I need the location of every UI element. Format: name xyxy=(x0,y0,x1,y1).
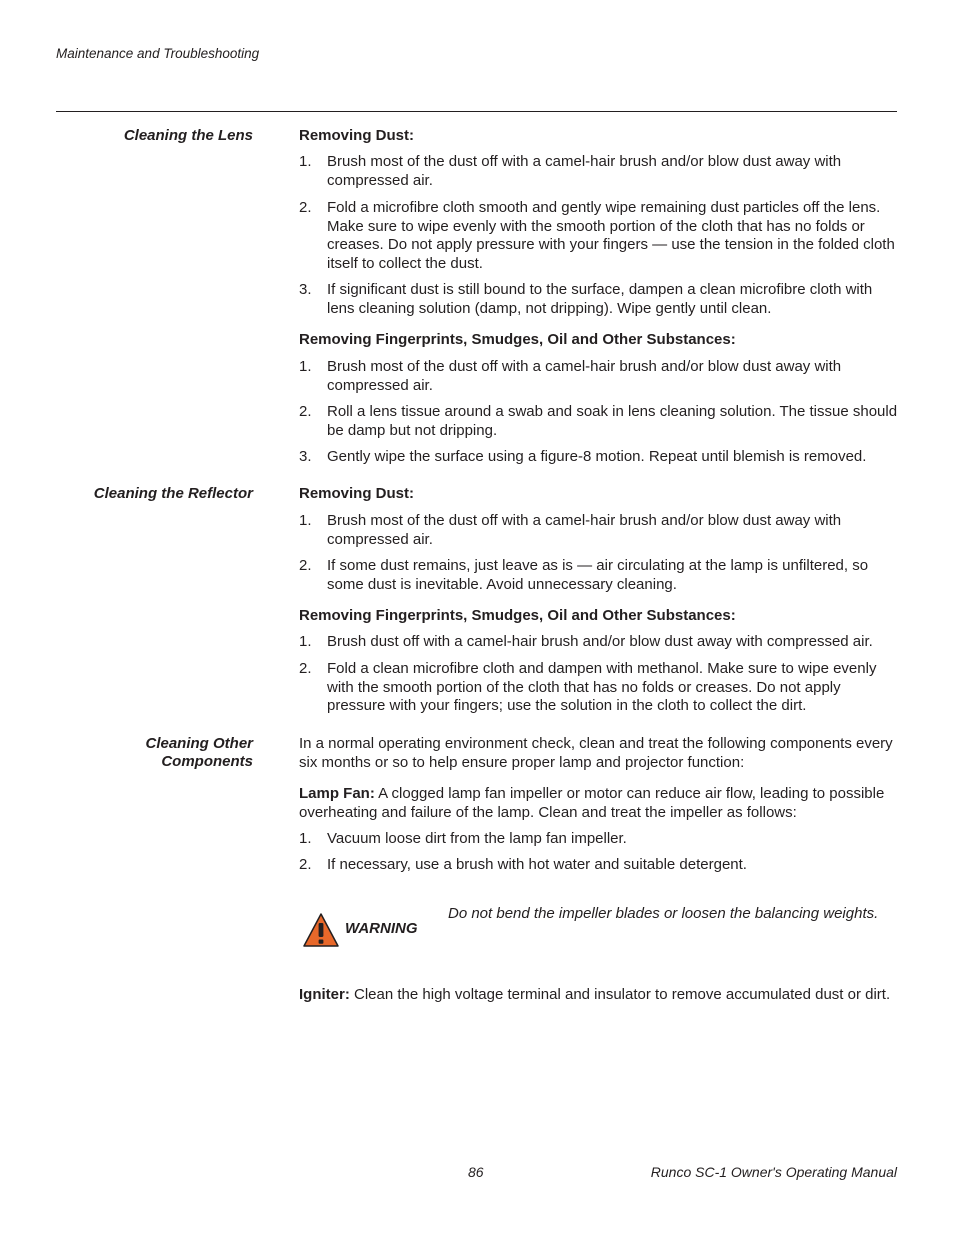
list-text: Vacuum loose dirt from the lamp fan impeller. xyxy=(327,830,627,847)
list-number: 2. xyxy=(299,403,312,420)
igniter-text: Clean the high voltage terminal and insulator to remove accumulated dust or dirt. xyxy=(349,986,891,1003)
subheading-removing-dust: Removing Dust: xyxy=(299,485,415,502)
page-number: 86 xyxy=(468,1164,484,1180)
lamp-fan-lead: Lamp Fan: xyxy=(299,785,375,802)
side-heading-line: Cleaning Other xyxy=(145,735,253,752)
subheading-removing-dust: Removing Dust: xyxy=(299,127,415,144)
running-head: Maintenance and Troubleshooting xyxy=(56,46,260,61)
list-number: 2. xyxy=(299,660,312,677)
igniter-paragraph xyxy=(299,986,899,1005)
list-text: Brush most of the dust off with a camel-hair brush and/or blow dust away with compressed air. xyxy=(327,512,842,548)
subheading-removing-fingerprints: Removing Fingerprints, Smudges, Oil and Other Substances: xyxy=(299,607,736,624)
list-number: 1. xyxy=(299,512,312,529)
list-text: If necessary, use a brush with hot water and suitable detergent. xyxy=(327,856,747,873)
list-text: Roll a lens tissue around a swab and soak in lens cleaning solution. The tissue should be damp but not dripping. xyxy=(327,403,898,439)
subheading-removing-fingerprints: Removing Fingerprints, Smudges, Oil and Other Substances: xyxy=(299,331,736,348)
list-number: 1. xyxy=(299,358,312,375)
list-text: If significant dust is still bound to the surface, dampen a clean microfibre cloth with lens cleaning solution (damp, not dripping). Wipe gently until clean. xyxy=(327,281,873,317)
warning-triangle-icon xyxy=(302,912,340,948)
list-number: 3. xyxy=(299,448,312,465)
list-number: 2. xyxy=(299,557,312,574)
list-number: 1. xyxy=(299,633,312,650)
list-text: Brush most of the dust off with a camel-hair brush and/or blow dust away with compressed air. xyxy=(327,358,842,394)
list-number: 2. xyxy=(299,856,312,873)
header-rule xyxy=(56,111,897,112)
list-text: Fold a clean microfibre cloth and dampen with methanol. Make sure to wipe evenly with the smooth portion of the cloth that has no folds or creases. Do not apply pressure with your fingers; use the solution in the cloth to collect the dirt. xyxy=(327,660,877,715)
list-text: Brush dust off with a camel-hair brush and/or blow dust away with compressed air. xyxy=(327,633,873,650)
list-number: 1. xyxy=(299,153,312,170)
warning-label: WARNING xyxy=(345,920,418,937)
list-text: If some dust remains, just leave as is — air circulating at the lamp is unfiltered, so some dust is inevitable. Avoid unnecessary cleaning. xyxy=(327,557,869,593)
list-text: Gently wipe the surface using a figure-8 motion. Repeat until blemish is removed. xyxy=(327,448,867,465)
list-text: Fold a microfibre cloth smooth and gently wipe remaining dust particles off the lens. Make sure to wipe evenly with the smooth portion of the cloth that has no folds or creases. Do not apply pressure with your fingers — use the tension in the folded cloth itself to collect the dust. xyxy=(327,199,895,272)
lamp-fan-text: A clogged lamp fan impeller or motor can reduce air flow, leading to possible overheating and failure of the lamp. Clean and treat the impeller as follows: xyxy=(299,785,885,821)
igniter-lead: Igniter: xyxy=(299,986,350,1003)
side-heading-line: Components xyxy=(161,753,253,770)
manual-title: Runco SC-1 Owner's Operating Manual xyxy=(650,1164,897,1180)
side-heading-cleaning-reflector: Cleaning the Reflector xyxy=(93,485,253,502)
list-text: Brush most of the dust off with a camel-hair brush and/or blow dust away with compressed air. xyxy=(327,153,842,189)
side-heading-cleaning-lens: Cleaning the Lens xyxy=(123,127,253,144)
warning-text: Do not bend the impeller blades or loosen the balancing weights. xyxy=(448,905,879,922)
list-number: 3. xyxy=(299,281,312,298)
lamp-fan-paragraph xyxy=(299,785,899,822)
intro-paragraph: In a normal operating environment check, clean and treat the following components every six months or so to help ensure proper lamp and projector function: xyxy=(299,735,893,771)
side-heading-cleaning-other-components xyxy=(53,735,253,771)
list-number: 2. xyxy=(299,199,312,216)
list-number: 1. xyxy=(299,830,312,847)
